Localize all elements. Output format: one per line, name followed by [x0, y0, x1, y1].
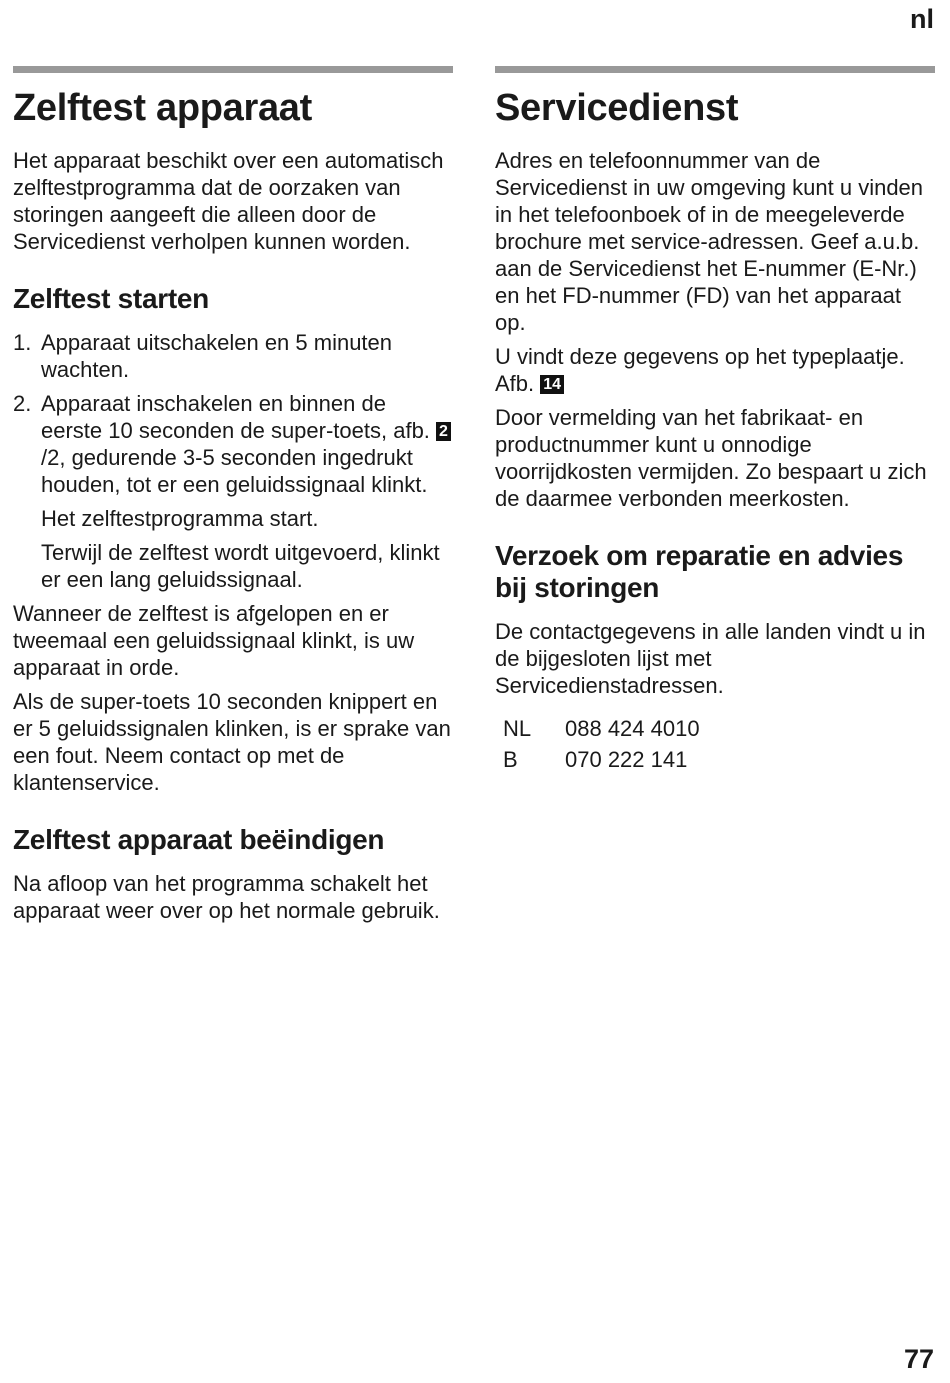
selftest-end-section [13, 824, 453, 924]
step-item [13, 390, 453, 498]
service-typeplate-text [495, 343, 935, 397]
country-code: B [503, 747, 518, 772]
section-rule [495, 66, 935, 73]
language-label: nl [910, 4, 934, 34]
step-note: Terwijl de zelftest wordt uitgevoerd, klinkt er een lang geluidssignaal. [41, 540, 440, 592]
service-costs-text: Door vermelding van het fabrikaat- en productnummer kunt u onnodige voorrijdkosten vermijden. Zo bespaart u zich de daarmee verbonden meerkosten. [495, 405, 927, 511]
selftest-fault-text: Als de super-toets 10 seconden knippert en er 5 geluidssignalen klinken, is er sprake van een fout. Neem contact op met de klantenservice. [13, 689, 451, 795]
phone-list [495, 713, 935, 775]
left-column [13, 66, 453, 931]
phone-row [495, 744, 935, 775]
typeplate-text: U vindt deze gegevens op het typeplaatje. Afb. [495, 344, 905, 396]
selftest-steps [13, 329, 453, 498]
selftest-ok-text: Wanneer de zelftest is afgelopen en er tweemaal een geluidssignaal klinkt, is uw apparaat in orde. [13, 601, 415, 680]
repair-text: De contactgegevens in alle landen vindt u in de bijgesloten lijst met Servicedienstadressen. [495, 619, 926, 698]
step-note: Het zelftestprogramma start. [41, 506, 319, 531]
selftest-end-text: Na afloop van het programma schakelt het apparaat weer over op het normale gebruik. [13, 871, 440, 923]
service-title: Servicedienst [495, 87, 739, 129]
phone-number: 070 222 141 [565, 747, 688, 772]
page-number: 77 [903, 1344, 934, 1374]
step-item [13, 329, 453, 383]
selftest-intro: Het apparaat beschikt over een automatisch zelftestprogramma dat de oorzaken van storingen aangeeft die alleen door de Servicedienst verholpen kunnen worden. [13, 148, 444, 254]
phone-number: 088 424 4010 [565, 716, 700, 741]
service-address-text: Adres en telefoonnummer van de Servicedienst in uw omgeving kunt u vinden in het telefoonboek of in de meegeleverde brochure met service-adressen. Geef a.u.b. aan de Servicedienst het E-nummer (E-Nr.) en het FD-nummer (FD) van het apparaat op. [495, 148, 924, 335]
repair-section [495, 540, 935, 775]
selftest-title: Zelftest apparaat [13, 87, 312, 129]
selftest-start-heading: Zelftest starten [13, 283, 209, 314]
figure-badge: 2 [436, 422, 451, 441]
country-code: NL [503, 716, 532, 741]
phone-row [495, 713, 935, 744]
repair-heading: Verzoek om reparatie en advies bij storingen [495, 540, 904, 603]
selftest-end-heading: Zelftest apparaat beëindigen [13, 824, 385, 855]
step-text-continued: /2, gedurende 3-5 seconden ingedrukt houden, tot er een geluidssignaal klinkt. [41, 445, 428, 497]
selftest-start-section [13, 283, 453, 796]
section-rule [13, 66, 453, 73]
right-column [495, 66, 935, 775]
step-number: 2. [13, 391, 32, 416]
step-text: Apparaat uitschakelen en 5 minuten wachten. [41, 330, 393, 382]
step-number: 1. [13, 330, 32, 355]
figure-badge: 14 [540, 375, 564, 394]
step-text: Apparaat inschakelen en binnen de eerste 10 seconden de super-toets, afb. [41, 391, 430, 443]
